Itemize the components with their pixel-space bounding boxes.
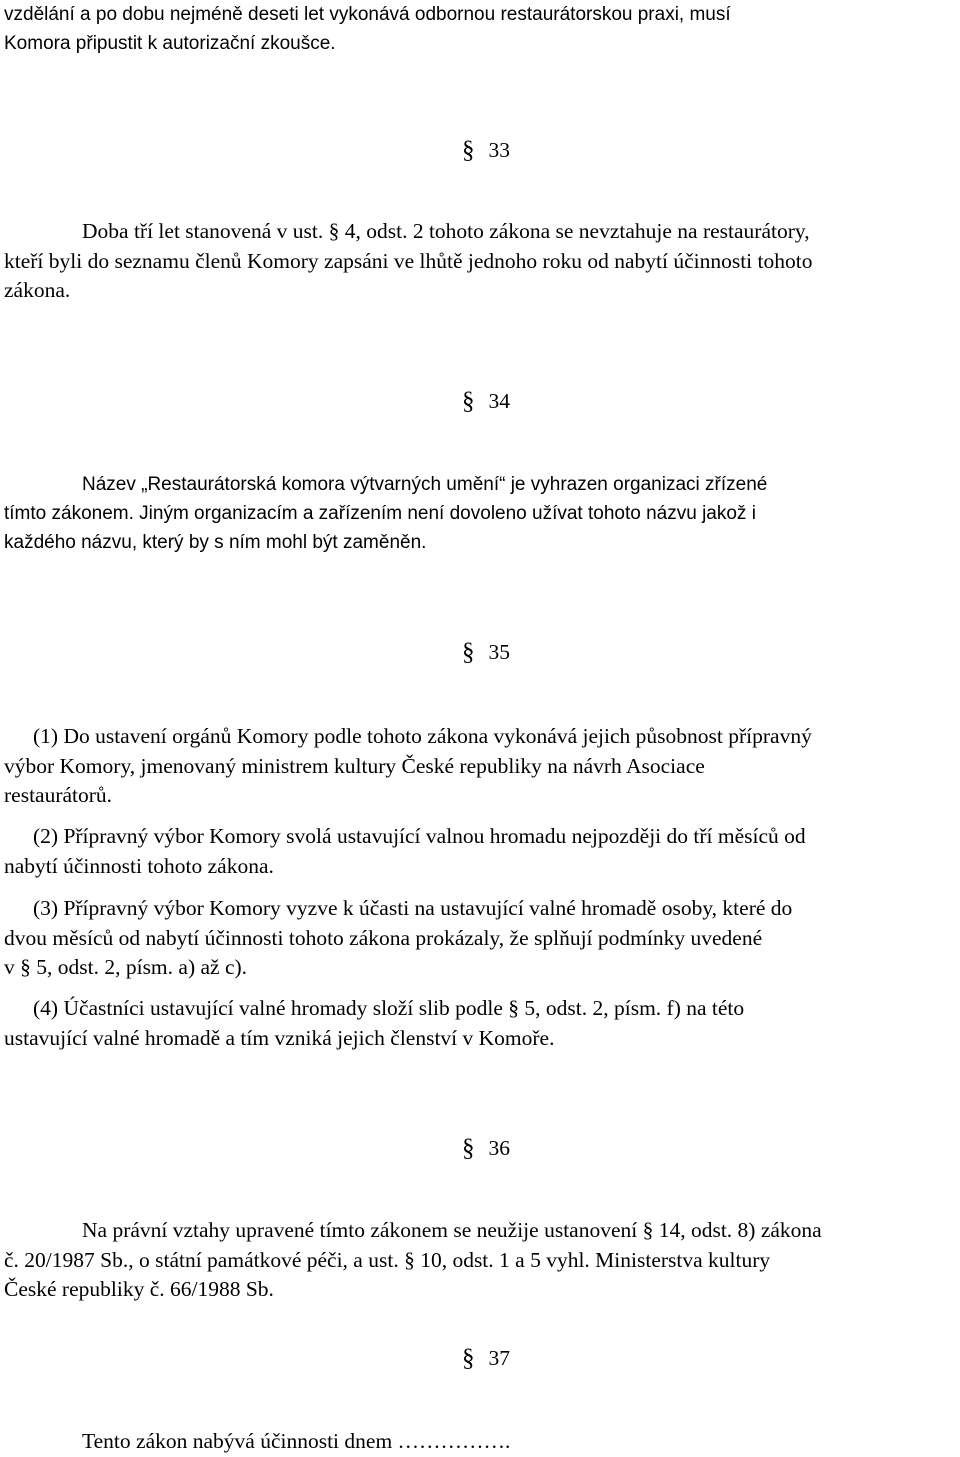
section-symbol: §: [462, 137, 475, 164]
section-number: 33: [488, 138, 510, 162]
text-line: ustavující valné hromadě a tím vzniká jejich členství v Komoře.: [4, 1025, 555, 1050]
section-35-paragraph-4: [4, 994, 956, 1053]
intro-paragraph: [4, 0, 956, 58]
text-line: č. 20/1987 Sb., o státní památkové péči, a ust. § 10, odst. 1 a 5 vyhl. Ministerstva kultury: [4, 1247, 771, 1272]
text-line: restaurátorů.: [4, 783, 113, 807]
section-symbol: §: [462, 1135, 475, 1162]
section-number: 35: [488, 640, 510, 664]
text-line: vzdělání a po dobu nejméně deseti let vykonává odbornou restaurátorskou praxi, musí: [4, 4, 731, 25]
text-line: v § 5, odst. 2, písm. a) až c).: [4, 955, 248, 979]
section-35-paragraph-1: [4, 722, 956, 811]
text-line: kteří byli do seznamu členů Komory zapsáni ve lhůtě jednoho roku od nabytí účinnosti tohoto: [4, 248, 813, 273]
text-line: (2) Přípravný výbor Komory svolá ustavující valnou hromadu nejpozději do tří měsíců od: [33, 824, 806, 848]
section-symbol: §: [462, 639, 475, 666]
section-heading-33: [462, 135, 510, 166]
text-line: zákona.: [4, 278, 71, 302]
text-line: Komora připustit k autorizační zkoušce.: [4, 33, 336, 54]
text-line: nabytí účinnosti tohoto zákona.: [4, 853, 274, 878]
section-35-paragraph-3: [4, 894, 956, 983]
text-line: Doba tří let stanovená v ust. § 4, odst. 2 tohoto zákona se nevztahuje na restaurátory,: [82, 219, 810, 243]
text-line: Na právní vztahy upravené tímto zákonem se neužije ustanovení § 14, odst. 8) zákona: [82, 1218, 822, 1242]
section-number: 34: [488, 389, 510, 413]
text-line: (4) Účastníci ustavující valné hromady složí slib podle § 5, odst. 2, písm. f) na této: [33, 996, 745, 1020]
section-34-text: [4, 470, 956, 557]
section-35-paragraph-2: [4, 822, 956, 881]
text-line: každého názvu, který by s ním mohl být zaměněn.: [4, 532, 427, 553]
section-37-text: [4, 1427, 956, 1457]
text-line: České republiky č. 66/1988 Sb.: [4, 1277, 274, 1301]
section-number: 37: [488, 1346, 510, 1370]
text-line: tímto zákonem. Jiným organizacím a zařízením není dovoleno užívat tohoto názvu jakož i: [4, 503, 756, 524]
text-line: (1) Do ustavení orgánů Komory podle tohoto zákona vykonává jejich působnost přípravný: [33, 724, 812, 748]
section-number: 36: [488, 1136, 510, 1160]
text-line: výbor Komory, jmenovaný ministrem kultury České republiky na návrh Asociace: [4, 753, 705, 778]
section-symbol: §: [462, 1345, 475, 1372]
text-line: Tento zákon nabývá účinnosti dnem …………….: [82, 1429, 511, 1453]
text-line: (3) Přípravný výbor Komory vyzve k účasti na ustavující valné hromadě osoby, které do: [33, 896, 793, 920]
section-36-text: [4, 1216, 956, 1305]
section-heading-36: [462, 1133, 510, 1164]
text-line: Název „Restaurátorská komora výtvarných umění“ je vyhrazen organizaci zřízené: [82, 474, 768, 495]
text-line: dvou měsíců od nabytí účinnosti tohoto zákona prokázaly, že splňují podmínky uvedené: [4, 925, 763, 950]
section-heading-34: [462, 386, 510, 417]
section-heading-35: [462, 637, 510, 668]
section-heading-37: [462, 1343, 510, 1374]
section-symbol: §: [462, 388, 475, 415]
section-33-text: [4, 217, 956, 306]
